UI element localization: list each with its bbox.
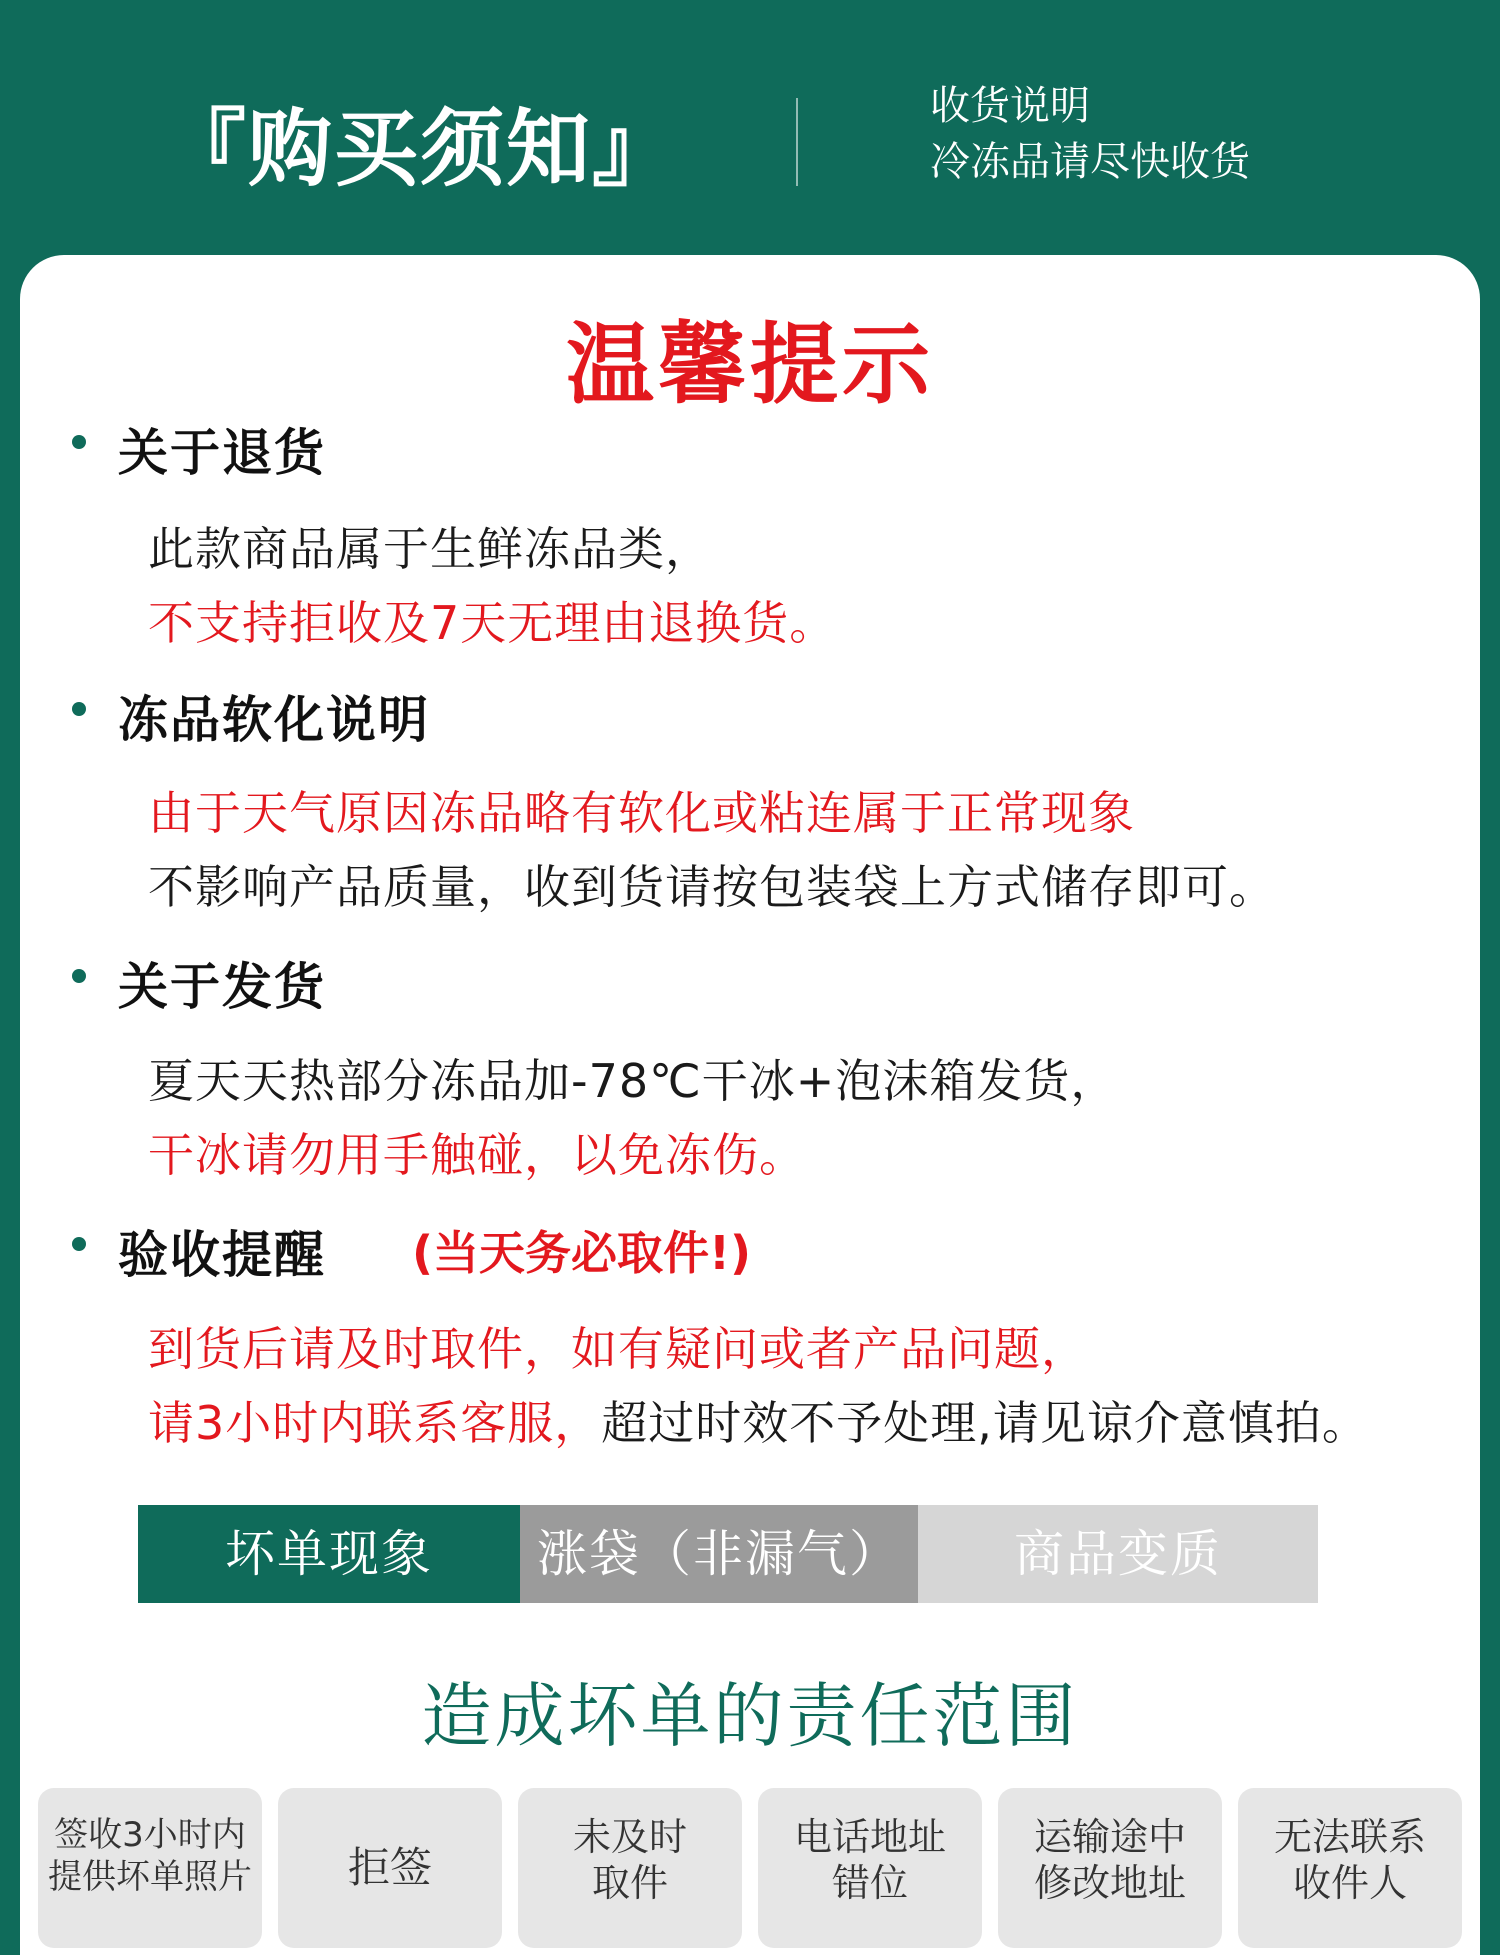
bullet-icon	[72, 702, 86, 716]
item-line: 运输途中	[1033, 1815, 1186, 1859]
bullet-icon	[72, 435, 86, 449]
item-line: 错位	[831, 1861, 908, 1905]
notice-card	[20, 255, 1480, 1955]
item-line: 取件	[591, 1861, 668, 1905]
tab-damage-phenomenon[interactable]: 坏单现象	[138, 1505, 520, 1603]
bullet-icon	[72, 1237, 86, 1251]
responsibility-item	[1238, 1788, 1462, 1948]
header	[0, 0, 1500, 255]
page-title: 『购买须知』	[162, 100, 679, 198]
responsibility-item	[278, 1788, 502, 1948]
receipt-note-title: 收货说明	[930, 83, 1090, 129]
item-line: 无法联系	[1273, 1815, 1426, 1859]
section-line: 不影响产品质量，收到货请按包装袋上方式储存即可。	[148, 860, 1276, 914]
item-line: 未及时	[572, 1815, 687, 1859]
notice-title: 温馨提示	[565, 313, 934, 416]
section-heading: 关于退货	[118, 424, 326, 482]
section-heading: 冻品软化说明	[118, 691, 430, 749]
tab-spoilage[interactable]: 商品变质	[918, 1505, 1318, 1603]
section-line: 此款商品属于生鲜冻品类，	[148, 522, 712, 576]
responsibility-item	[38, 1788, 262, 1948]
item-line: 电话地址	[793, 1815, 946, 1859]
section-heading: 验收提醒	[118, 1226, 326, 1284]
responsibility-item	[518, 1788, 742, 1948]
bullet-icon	[72, 969, 86, 983]
responsibility-item	[758, 1788, 982, 1948]
section-line-red-part: 请3小时内联系客服，	[148, 1396, 602, 1450]
section-line-black-part: 超过时效不予处理,请见谅介意慎拍。	[601, 1396, 1369, 1450]
item-line: 签收3小时内	[54, 1815, 246, 1855]
section-line: 不支持拒收及7天无理由退换货。	[148, 596, 837, 650]
section-line: 夏天天热部分冻品加-78℃干冰+泡沫箱发货，	[148, 1054, 1118, 1108]
section-line: 干冰请勿用手触碰，以免冻伤。	[148, 1128, 806, 1182]
item-line: 提供坏单照片	[48, 1857, 252, 1897]
section-heading-note: (当天务必取件!)	[412, 1226, 752, 1280]
receipt-note-text: 冷冻品请尽快收货	[930, 139, 1250, 185]
section-heading: 关于发货	[118, 958, 326, 1016]
item-line: 修改地址	[1033, 1861, 1186, 1905]
receipt-note	[930, 78, 1250, 190]
header-divider	[796, 98, 798, 186]
responsibility-title: 造成坏单的责任范围	[421, 1675, 1079, 1757]
section-line: 到货后请及时取件，如有疑问或者产品问题，	[148, 1322, 1088, 1376]
item-line: 拒签	[347, 1843, 432, 1892]
section-line	[148, 1387, 1369, 1453]
item-line: 收件人	[1292, 1861, 1407, 1905]
section-line: 由于天气原因冻品略有软化或粘连属于正常现象	[148, 786, 1135, 840]
tab-bag-swelling[interactable]: 涨袋（非漏气）	[520, 1505, 918, 1603]
responsibility-item	[998, 1788, 1222, 1948]
